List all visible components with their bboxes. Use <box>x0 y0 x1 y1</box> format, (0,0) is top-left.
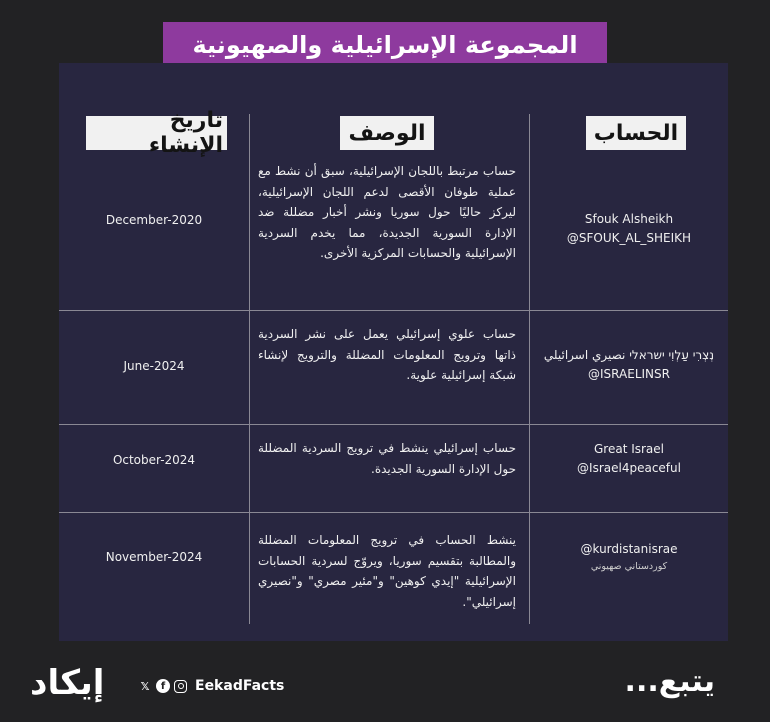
account-name: Sfouk Alsheikh <box>584 212 674 226</box>
table-row-account <box>530 436 728 482</box>
table-row-description: حساب إسرائيلي ينشط في ترويج السردية المضللة حول الإدارة السورية الجديدة. <box>258 441 516 476</box>
table-row-description: ينشط الحساب في ترويج المعلومات المضللة والمطالبة بتقسيم سوريا، ويروّج لسردية الحسابات الإسرائيلية "إيدي كوهين" و"مئير مصري" و"نصيري إسرائيلي". <box>258 533 516 609</box>
social-links <box>138 676 284 696</box>
facebook-icon[interactable]: f <box>156 679 170 693</box>
table-row-date: June-2024 <box>123 359 185 373</box>
table-row-date: October-2024 <box>112 453 196 467</box>
table-row-date: November-2024 <box>105 550 203 564</box>
table-row-description: حساب مرتبط باللجان الإسرائيلية، سبق أن نشط مع عملية طوفان الأقصى لدعم اللجان الإسرائيلية، ليركز حاليًا حول سوريا ونشر أخبار مضللة ضد الإدارة السورية الجديدة، مما يخدم السردية الإسرائيلية والحسابات المركزية الأخرى. <box>258 164 516 260</box>
account-handle: @SFOUK_AL_SHEIKH <box>566 231 692 245</box>
account-handle: @Israel4peaceful <box>577 461 681 475</box>
table-row-account <box>530 205 728 253</box>
table-row-description: حساب علوي إسرائيلي يعمل على نشر السردية ذاتها وترويج المعلومات المضللة والترويج لإنشاء شبكة إسرائيلية علوية. <box>258 327 516 382</box>
row-divider <box>59 424 728 425</box>
header-account: الحساب <box>586 116 686 150</box>
table-row-account <box>530 535 728 579</box>
account-name: נְצְרִי עַלְוִי ישראלי نصيري اسرائيلي <box>543 348 715 362</box>
instagram-icon[interactable] <box>174 680 187 693</box>
header-created: تاريخ الإنشاء <box>86 116 227 150</box>
brand-logo: إيكاد <box>30 663 105 703</box>
table-row-account <box>530 342 728 388</box>
page-title: المجموعة الإسرائيلية والصهيونية <box>163 22 607 68</box>
row-divider <box>59 310 728 311</box>
column-divider <box>249 114 250 624</box>
account-name: Great Israel <box>593 442 665 456</box>
x-icon[interactable]: 𝕏 <box>140 679 150 693</box>
table-row-date: December-2020 <box>105 213 203 227</box>
row-divider <box>59 512 728 513</box>
follow-text: يتبع... <box>624 664 715 699</box>
header-description: الوصف <box>340 116 434 150</box>
account-note: كوردستاني صهيوني <box>590 560 668 572</box>
account-handle: @kurdistanisrae <box>580 541 678 556</box>
account-handle: @ISRAELINSR <box>588 367 670 381</box>
social-handle[interactable]: EekadFacts <box>195 678 285 694</box>
